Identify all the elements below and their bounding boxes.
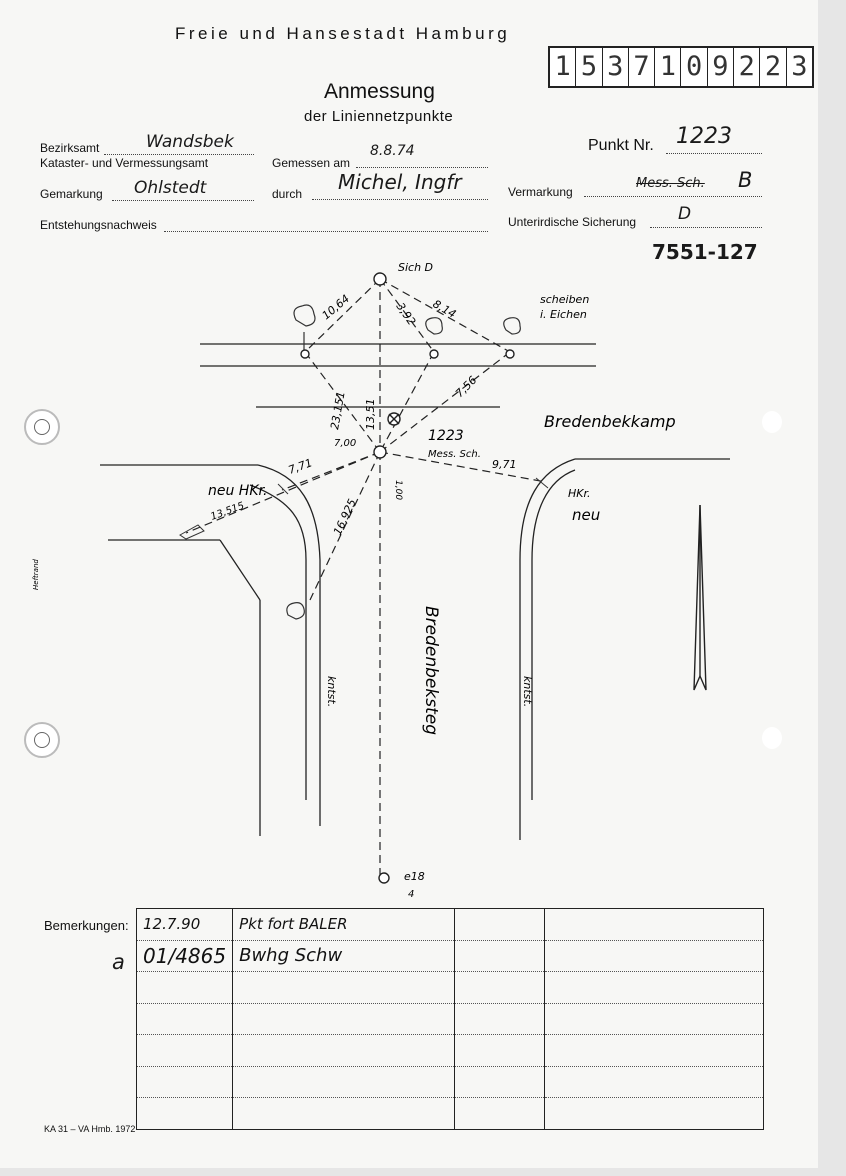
form-title: Anmessung xyxy=(324,80,435,103)
gemarkung-label: Gemarkung xyxy=(40,187,103,201)
sketch-point-top-label: Sich D xyxy=(398,261,434,274)
form-footer-code: KA 31 – VA Hmb. 1972 xyxy=(44,1124,136,1134)
measurement-label: 13,51 xyxy=(364,398,377,430)
bezirksamt-value: Wandsbek xyxy=(146,132,234,152)
remarks-cell xyxy=(455,909,545,941)
heftrand-label: Heftrand xyxy=(32,559,40,590)
sicherung-value: D xyxy=(678,204,692,224)
remarks-cell xyxy=(545,972,764,1004)
vermarkung-struck-value: Mess. Sch. xyxy=(636,176,705,191)
remarks-cell: 01/4865 xyxy=(137,940,233,972)
sketch-point-sublabel: Mess. Sch. xyxy=(428,449,481,460)
serial-digit: 3 xyxy=(786,48,812,86)
table-row xyxy=(137,1035,764,1067)
remarks-cell xyxy=(545,1035,764,1067)
sketch-hkr-right: HKr. xyxy=(568,487,591,500)
table-row xyxy=(137,972,764,1004)
remarks-cell xyxy=(455,1066,545,1098)
measurement-label: 7,00 xyxy=(334,438,357,449)
remarks-cell xyxy=(455,1035,545,1067)
table-row xyxy=(137,909,764,941)
serial-digit: 5 xyxy=(575,48,601,86)
vermarkung-value: B xyxy=(738,168,753,192)
remarks-cell xyxy=(233,1035,455,1067)
remarks-cell xyxy=(545,1003,764,1035)
serial-digit: 1 xyxy=(654,48,680,86)
remarks-cell xyxy=(233,1003,455,1035)
gemessen-value: 8.8.74 xyxy=(370,143,415,159)
remarks-cell xyxy=(137,1098,233,1130)
issuer-name: Freie und Hansestadt Hamburg xyxy=(175,24,511,43)
remarks-label: Bemerkungen: xyxy=(44,918,129,933)
remarks-cell xyxy=(545,1098,764,1130)
serial-digit: 9 xyxy=(707,48,733,86)
durch-value: Michel, Ingfr xyxy=(338,170,462,194)
sketch-street-right: Bredenbekkamp xyxy=(544,412,676,431)
remarks-cell xyxy=(455,972,545,1004)
remarks-cell xyxy=(455,1098,545,1130)
sketch-note-eichen: i. Eichen xyxy=(540,308,587,321)
measurement-label: 8,14 xyxy=(430,297,459,321)
sketch-street-vertical: Bredenbeksteg xyxy=(421,606,441,736)
measurement-label: 16,925 xyxy=(330,496,359,538)
punkt-label: Punkt Nr. xyxy=(588,137,654,154)
remarks-cell: Pkt fort BALER xyxy=(233,909,455,941)
sketch-hkr-left: neu HKr. xyxy=(208,483,268,499)
sketch-neu-right: neu xyxy=(572,506,601,524)
gemarkung-value: Ohlstedt xyxy=(134,178,207,198)
entstehung-label: Entstehungsnachweis xyxy=(40,218,157,232)
sketch-point-label: 1223 xyxy=(428,428,464,444)
measurement-label: 23,151 xyxy=(328,390,348,431)
serial-digit: 7 xyxy=(628,48,654,86)
remarks-cell xyxy=(137,1003,233,1035)
remarks-cell xyxy=(233,1066,455,1098)
remarks-cell xyxy=(455,940,545,972)
gemessen-label: Gemessen am xyxy=(272,156,351,170)
serial-digit: 2 xyxy=(759,48,785,86)
sketch-kantstein-right: kntst. xyxy=(521,676,534,708)
sketch-note-scheiben: scheiben xyxy=(540,293,590,306)
sicherung-label: Unterirdische Sicherung xyxy=(508,215,637,229)
measurement-label: 7,71 xyxy=(286,456,315,477)
durch-label: durch xyxy=(272,187,303,201)
serial-digit: 2 xyxy=(733,48,759,86)
table-row xyxy=(137,1098,764,1130)
measurement-label: 9,71 xyxy=(492,458,517,471)
measurement-label: 10,64 xyxy=(319,292,353,323)
measurement-label: 7,56 xyxy=(452,373,480,401)
remarks-cell: Bwhg Schw xyxy=(233,940,455,972)
measurement-label: 1,00 xyxy=(393,480,403,501)
remarks-cell xyxy=(233,1098,455,1130)
remarks-cell xyxy=(545,909,764,941)
remarks-cell xyxy=(137,1035,233,1067)
sheet-reference: 7551-127 xyxy=(652,240,758,264)
form-subtitle: der Liniennetzpunkte xyxy=(304,108,454,125)
remarks-cell xyxy=(137,972,233,1004)
measurement-label: 13,515 xyxy=(209,500,246,523)
remarks-table xyxy=(136,908,764,1130)
serial-digit: 1 xyxy=(554,51,571,82)
remarks-cell xyxy=(137,1066,233,1098)
table-row xyxy=(137,1066,764,1098)
bezirksamt-label: Bezirksamt xyxy=(40,141,100,155)
remarks-cell: 12.7.90 xyxy=(137,909,233,941)
remarks-cell xyxy=(455,1003,545,1035)
kataster-label: Kataster- und Vermessungsamt xyxy=(40,156,209,170)
table-row xyxy=(137,940,764,972)
table-row xyxy=(137,1003,764,1035)
serial-digit: 0 xyxy=(680,48,706,86)
serial-digit: 3 xyxy=(602,48,628,86)
remarks-cell xyxy=(545,1066,764,1098)
measurement-label: 3,92 xyxy=(393,300,419,328)
vermarkung-label: Vermarkung xyxy=(508,185,573,199)
remarks-cell xyxy=(545,940,764,972)
remarks-margin-mark: a xyxy=(112,950,125,974)
sketch-kantstein-left: kntst. xyxy=(325,676,338,708)
remarks-cell xyxy=(233,972,455,1004)
sketch-bottom-point: e18 xyxy=(404,870,425,883)
sketch-bottom-sublabel: 4 xyxy=(408,889,415,900)
punkt-value: 1223 xyxy=(676,124,732,149)
